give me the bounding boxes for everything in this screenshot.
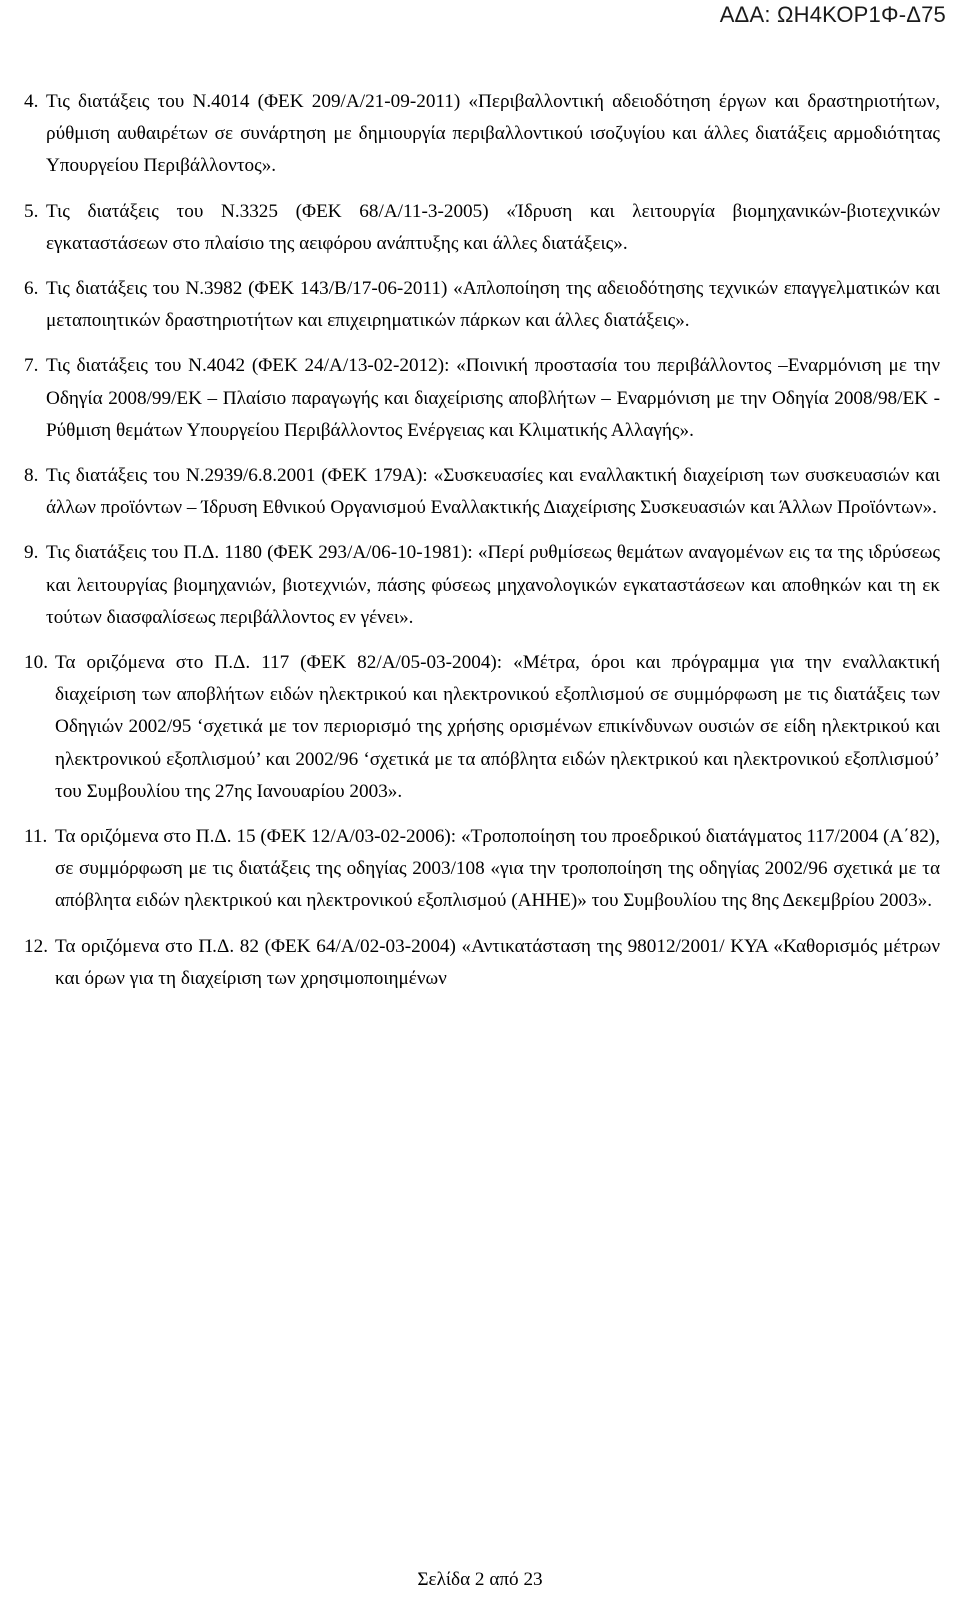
ada-code: ΑΔΑ: ΩΗ4ΚΟΡ1Φ-Δ75 [719,2,946,27]
item-text: Τις διατάξεις του Ν.4042 (ΦΕΚ 24/Α/13-02-2012): «Ποινική προστασία του περιβάλλοντος –Εναρμόνιση με την Οδηγία 2008/99/ΕΚ – Πλαίσιο παραγωγής και διαχείρισης αποβλήτων – Εναρμόνιση με την Οδηγία 2008/98/ΕΚ - Ρύθμιση θεμάτων Υπουργείου Περιβάλλοντος Ενέργειας και Κλιματικής Αλλαγής». [46,355,940,441]
list-item [24,196,940,260]
item-text: Τα οριζόμενα στο Π.Δ. 117 (ΦΕΚ 82/Α/05-03-2004): «Μέτρα, όροι και πρόγραμμα για την εναλλακτική διαχείριση των αποβλήτων ειδών ηλεκτρικού και ηλεκτρονικού εξοπλισμού σε συμμόρφωση με τις διατάξεις των Οδηγιών 2002/95 ‘σχετικά με τον περιορισμό της χρήσης ορισμένων επικίνδυνων ουσιών σε είδη ηλεκτρικού και ηλεκτρονικού εξοπλισμού’ και 2002/96 ‘σχετικά με τα απόβλητα ειδών ηλεκτρικού και ηλεκτρονικού εξοπλισμού’ του Συμβουλίου της 27ης Ιανουαρίου 2003». [55,652,940,802]
list-item [24,350,940,447]
item-number: 10. [24,652,48,674]
item-number: 12. [24,935,48,957]
list-item [24,647,940,808]
item-number: 11. [24,826,48,848]
list-item [24,821,940,918]
item-number: 8. [24,465,39,487]
item-number: 9. [24,542,39,564]
list-item [24,273,940,337]
item-text: Τα οριζόμενα στο Π.Δ. 82 (ΦΕΚ 64/Α/02-03-2004) «Αντικατάσταση της 98012/2001/ ΚΥΑ «Καθορισμός μέτρων και όρων για τη διαχείριση των χρησιμοποιημένων [55,935,940,989]
item-text: Τα οριζόμενα στο Π.Δ. 15 (ΦΕΚ 12/Α/03-02-2006): «Τροποποίηση του προεδρικού διατάγματος 117/2004 (Α΄82), σε συμμόρφωση με τις διατάξεις της οδηγίας 2003/108 «για την τροποποίηση της οδηγίας 2002/96 σχετικά με τα απόβλητα ειδών ηλεκτρικού και ηλεκτρονικού εξοπλισμού (ΑΗΗΕ)» του Συμβουλίου της 8ης Δεκεμβρίου 2003». [55,826,940,912]
item-text: Τις διατάξεις του Ν.2939/6.8.2001 (ΦΕΚ 179Α): «Συσκευασίες και εναλλακτική διαχείριση των συσκευασιών και άλλων προϊόντων – Ίδρυση Εθνικού Οργανισμού Εναλλακτικής Διαχείρισης Συσκευασιών και Άλλων Προϊόντων». [46,465,940,519]
item-number: 5. [24,200,39,222]
page-number: Σελίδα 2 από 23 [417,1569,543,1590]
list-item [24,86,940,183]
list-item [24,460,940,524]
item-number: 7. [24,355,39,377]
item-text: Τις διατάξεις του Ν.3982 (ΦΕΚ 143/Β/17-06-2011) «Απλοποίηση της αδειοδότησης τεχνικών επαγγελματικών και μεταποιητικών δραστηριοτήτων και επιχειρηματικών πάρκων και άλλες διατάξεις». [46,278,940,332]
document-body [24,86,940,1008]
item-text: Τις διατάξεις του Ν.3325 (ΦΕΚ 68/Α/11-3-2005) «Ίδρυση και λειτουργία βιομηχανικών-βιοτεχνικών εγκαταστάσεων στο πλαίσιο της αειφόρου ανάπτυξης και άλλες διατάξεις». [46,200,940,254]
list-item [24,931,940,995]
item-number: 6. [24,278,39,300]
item-text: Τις διατάξεις του Π.Δ. 1180 (ΦΕΚ 293/Α/06-10-1981): «Περί ρυθμίσεως θεμάτων αναγομένων εις τα της ιδρύσεως και λειτουργίας βιομηχανιών, βιοτεχνιών, πάσης φύσεως μηχανολογικών εγκαταστάσεων και αποθηκών και τη εκ τούτων διασφαλίσεως περιβάλλοντος εν γένει». [46,542,940,628]
item-text: Τις διατάξεις του Ν.4014 (ΦΕΚ 209/Α/21-09-2011) «Περιβαλλοντική αδειοδότηση έργων και δραστηριοτήτων, ρύθμιση αυθαιρέτων σε συνάρτηση με δημιουργία περιβαλλοντικού ισοζυγίου και άλλες διατάξεις αρμοδιότητας Υπουργείου Περιβάλλοντος». [46,91,940,177]
item-number: 4. [24,91,39,112]
list-item [24,537,940,634]
